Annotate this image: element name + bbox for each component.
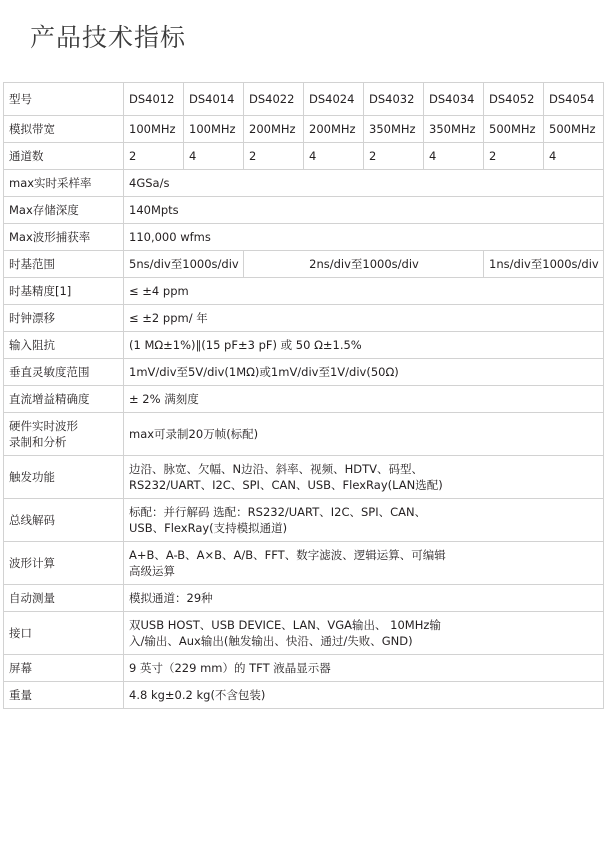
table-row-auto-measure — [4, 585, 604, 612]
model-cell: DS4054 — [544, 83, 604, 116]
table-row-bandwidth — [4, 116, 604, 143]
row-label-memory-depth: Max存储深度 — [4, 197, 124, 224]
row-label-capture-rate: Max波形捕获率 — [4, 224, 124, 251]
table-row-channels — [4, 143, 604, 170]
specifications-table — [3, 82, 604, 709]
value-line: 入/输出、Aux输出(触发输出、快沿、通过/失败、GND) — [129, 634, 413, 648]
row-label-bandwidth: 模拟带宽 — [4, 116, 124, 143]
value-cell: 1ns/div至1000s/div — [484, 251, 604, 278]
value-cell: 2 — [484, 143, 544, 170]
value-cell: 200MHz — [304, 116, 364, 143]
row-label-waveform-record — [4, 413, 124, 456]
row-label-auto-measure: 自动测量 — [4, 585, 124, 612]
row-label-timebase-accuracy: 时基精度[1] — [4, 278, 124, 305]
value-line: USB、FlexRay(支持模拟通道) — [129, 521, 288, 535]
table-row-weight — [4, 682, 604, 709]
value-cell: 500MHz — [484, 116, 544, 143]
value-cell: 4.8 kg±0.2 kg(不含包装) — [124, 682, 604, 709]
table-row-trigger — [4, 456, 604, 499]
value-line: 标配：并行解码 选配：RS232/UART、I2C、SPI、CAN、 — [129, 505, 427, 519]
model-cell: DS4024 — [304, 83, 364, 116]
value-cell: ≤ ±4 ppm — [124, 278, 604, 305]
row-label-trigger: 触发功能 — [4, 456, 124, 499]
value-cell: ± 2% 满刻度 — [124, 386, 604, 413]
value-cell: 2 — [244, 143, 304, 170]
value-cell: 5ns/div至1000s/div — [124, 251, 244, 278]
table-row-timebase-range — [4, 251, 604, 278]
value-cell: 9 英寸（229 mm）的 TFT 液晶显示器 — [124, 655, 604, 682]
value-cell: 110,000 wfms — [124, 224, 604, 251]
value-cell: 100MHz — [124, 116, 184, 143]
value-cell: 500MHz — [544, 116, 604, 143]
value-cell: 100MHz — [184, 116, 244, 143]
table-row-sample-rate — [4, 170, 604, 197]
table-row-vertical-sensitivity — [4, 359, 604, 386]
model-cell: DS4034 — [424, 83, 484, 116]
value-line: 高级运算 — [129, 564, 175, 578]
row-label-dc-gain-accuracy: 直流增益精确度 — [4, 386, 124, 413]
table-row-clock-drift — [4, 305, 604, 332]
table-row-dc-gain-accuracy — [4, 386, 604, 413]
table-row-timebase-accuracy — [4, 278, 604, 305]
row-label-sample-rate: max实时采样率 — [4, 170, 124, 197]
row-label-bus-decode: 总线解码 — [4, 499, 124, 542]
value-cell: 模拟通道：29种 — [124, 585, 604, 612]
value-cell: ≤ ±2 ppm/ 年 — [124, 305, 604, 332]
row-label-model: 型号 — [4, 83, 124, 116]
table-row-waveform-record — [4, 413, 604, 456]
table-row-bus-decode — [4, 499, 604, 542]
value-line: A+B、A-B、A×B、A/B、FFT、数字滤波、逻辑运算、可编辑 — [129, 548, 446, 562]
table-row-interfaces — [4, 612, 604, 655]
row-label-vertical-sensitivity: 垂直灵敏度范围 — [4, 359, 124, 386]
value-cell: 2ns/div至1000s/div — [244, 251, 484, 278]
row-label-line: 录制和分析 — [9, 435, 67, 449]
value-cell: 4 — [184, 143, 244, 170]
table-row-waveform-math — [4, 542, 604, 585]
row-label-clock-drift: 时钟漂移 — [4, 305, 124, 332]
value-cell: 140Mpts — [124, 197, 604, 224]
row-label-channels: 通道数 — [4, 143, 124, 170]
value-line: 边沿、脉宽、欠幅、N边沿、斜率、视频、HDTV、码型、 — [129, 462, 423, 476]
model-cell: DS4012 — [124, 83, 184, 116]
table-row-screen — [4, 655, 604, 682]
value-cell: 2 — [364, 143, 424, 170]
value-cell — [124, 612, 604, 655]
value-cell: 4 — [544, 143, 604, 170]
row-label-input-impedance: 输入阻抗 — [4, 332, 124, 359]
row-label-weight: 重量 — [4, 682, 124, 709]
model-cell: DS4022 — [244, 83, 304, 116]
row-label-timebase-range: 时基范围 — [4, 251, 124, 278]
model-cell: DS4014 — [184, 83, 244, 116]
value-cell: 1mV/div至5V/div(1MΩ)或1mV/div至1V/div(50Ω) — [124, 359, 604, 386]
value-cell: 4 — [424, 143, 484, 170]
table-row-input-impedance — [4, 332, 604, 359]
model-cell: DS4032 — [364, 83, 424, 116]
value-cell: 350MHz — [424, 116, 484, 143]
model-cell: DS4052 — [484, 83, 544, 116]
value-cell: (1 MΩ±1%)∥(15 pF±3 pF) 或 50 Ω±1.5% — [124, 332, 604, 359]
value-line: 双USB HOST、USB DEVICE、LAN、VGA输出、 10MHz输 — [129, 618, 441, 632]
row-label-interfaces: 接口 — [4, 612, 124, 655]
row-label-screen: 屏幕 — [4, 655, 124, 682]
table-row-model — [4, 83, 604, 116]
value-cell — [124, 499, 604, 542]
value-line: RS232/UART、I2C、SPI、CAN、USB、FlexRay(LAN选配) — [129, 478, 443, 492]
row-label-line: 硬件实时波形 — [9, 419, 78, 433]
row-label-waveform-math: 波形计算 — [4, 542, 124, 585]
value-cell: 4 — [304, 143, 364, 170]
value-cell — [124, 456, 604, 499]
value-cell: 4GSa/s — [124, 170, 604, 197]
page-title: 产品技术指标 — [30, 23, 187, 52]
table-row-memory-depth — [4, 197, 604, 224]
value-cell: 2 — [124, 143, 184, 170]
table-row-capture-rate — [4, 224, 604, 251]
value-cell: max可录制20万帧(标配) — [124, 413, 604, 456]
value-cell: 350MHz — [364, 116, 424, 143]
value-cell: 200MHz — [244, 116, 304, 143]
value-cell — [124, 542, 604, 585]
